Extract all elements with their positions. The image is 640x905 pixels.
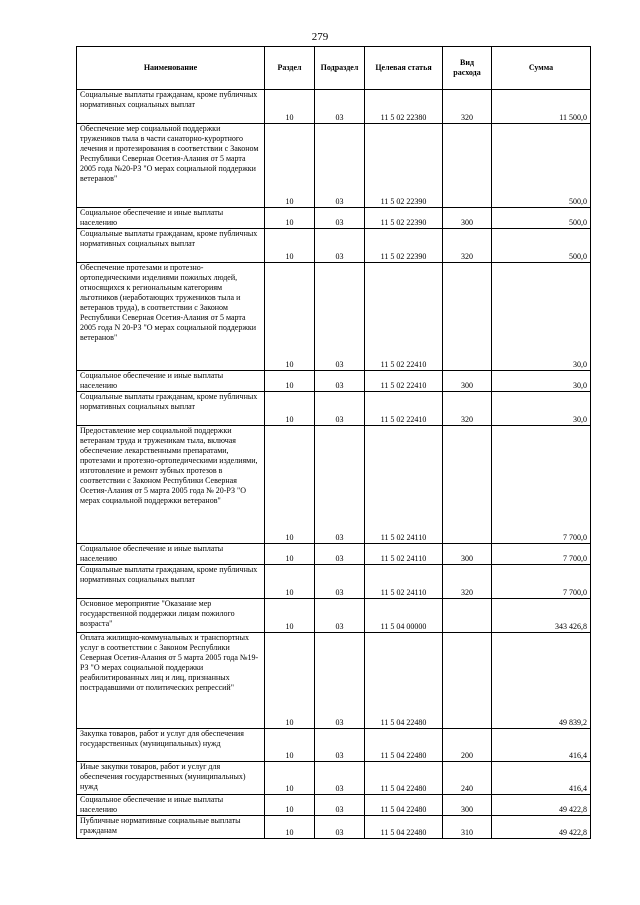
cell-section: 10 bbox=[265, 208, 315, 229]
cell-target: 11 5 02 22410 bbox=[365, 263, 443, 371]
cell-subsection: 03 bbox=[315, 90, 365, 124]
cell-expense-type bbox=[443, 633, 492, 729]
cell-expense-type: 200 bbox=[443, 729, 492, 762]
cell-target: 11 5 04 22480 bbox=[365, 633, 443, 729]
cell-expense-type: 300 bbox=[443, 371, 492, 392]
cell-target: 11 5 04 22480 bbox=[365, 795, 443, 816]
cell-expense-type bbox=[443, 599, 492, 633]
cell-target: 11 5 04 22480 bbox=[365, 816, 443, 839]
cell-amount: 49 422,8 bbox=[492, 816, 591, 839]
table-body bbox=[77, 90, 591, 839]
cell-subsection: 03 bbox=[315, 544, 365, 565]
cell-amount: 11 500,0 bbox=[492, 90, 591, 124]
cell-amount: 500,0 bbox=[492, 124, 591, 208]
cell-name: Социальное обеспечение и иные выплаты населению bbox=[77, 795, 265, 816]
cell-subsection: 03 bbox=[315, 565, 365, 599]
header-amount: Сумма bbox=[492, 47, 591, 90]
cell-subsection: 03 bbox=[315, 263, 365, 371]
cell-subsection: 03 bbox=[315, 392, 365, 426]
cell-section: 10 bbox=[265, 426, 315, 544]
cell-amount: 49 422,8 bbox=[492, 795, 591, 816]
header-target: Целевая статья bbox=[365, 47, 443, 90]
cell-amount: 343 426,8 bbox=[492, 599, 591, 633]
cell-amount: 49 839,2 bbox=[492, 633, 591, 729]
cell-section: 10 bbox=[265, 729, 315, 762]
cell-expense-type bbox=[443, 263, 492, 371]
cell-expense-type: 320 bbox=[443, 565, 492, 599]
cell-subsection: 03 bbox=[315, 124, 365, 208]
cell-name: Социальное обеспечение и иные выплаты населению bbox=[77, 544, 265, 565]
cell-subsection: 03 bbox=[315, 426, 365, 544]
page-number: 279 bbox=[311, 31, 329, 43]
cell-target: 11 5 02 22390 bbox=[365, 124, 443, 208]
cell-expense-type: 300 bbox=[443, 795, 492, 816]
header-name: Наименование bbox=[77, 47, 265, 90]
cell-subsection: 03 bbox=[315, 208, 365, 229]
table-row bbox=[77, 371, 591, 392]
cell-name: Социальные выплаты гражданам, кроме публичных нормативных социальных выплат bbox=[77, 229, 265, 263]
cell-amount: 500,0 bbox=[492, 229, 591, 263]
header-section: Раздел bbox=[265, 47, 315, 90]
cell-amount: 416,4 bbox=[492, 729, 591, 762]
table-row bbox=[77, 816, 591, 839]
table-row bbox=[77, 208, 591, 229]
cell-amount: 416,4 bbox=[492, 762, 591, 795]
cell-subsection: 03 bbox=[315, 229, 365, 263]
cell-section: 10 bbox=[265, 762, 315, 795]
cell-target: 11 5 04 22480 bbox=[365, 762, 443, 795]
cell-name: Обеспечение протезами и протезно-ортопедическими изделиями пожилых людей, относящихся к региональным категориям льготников (неработающих тружеников тыла и ветеранов труда), в соответствии с Законом Республики Северная Осетия-Алания от 5 марта 2005 года N 20-РЗ "О мерах социальной поддержки ветеранов" bbox=[77, 263, 265, 371]
cell-section: 10 bbox=[265, 229, 315, 263]
table-row bbox=[77, 565, 591, 599]
cell-section: 10 bbox=[265, 90, 315, 124]
cell-amount: 30,0 bbox=[492, 392, 591, 426]
table-row bbox=[77, 599, 591, 633]
cell-amount: 30,0 bbox=[492, 263, 591, 371]
cell-name: Социальные выплаты гражданам, кроме публичных нормативных социальных выплат bbox=[77, 392, 265, 426]
header-subsection: Подраздел bbox=[315, 47, 365, 90]
cell-expense-type: 300 bbox=[443, 544, 492, 565]
cell-section: 10 bbox=[265, 565, 315, 599]
cell-target: 11 5 04 22480 bbox=[365, 729, 443, 762]
cell-section: 10 bbox=[265, 124, 315, 208]
cell-section: 10 bbox=[265, 816, 315, 839]
cell-subsection: 03 bbox=[315, 816, 365, 839]
cell-target: 11 5 02 22380 bbox=[365, 90, 443, 124]
cell-expense-type: 320 bbox=[443, 229, 492, 263]
cell-name: Социальные выплаты гражданам, кроме публичных нормативных социальных выплат bbox=[77, 90, 265, 124]
table-row bbox=[77, 229, 591, 263]
table-row bbox=[77, 426, 591, 544]
table-row bbox=[77, 729, 591, 762]
cell-subsection: 03 bbox=[315, 762, 365, 795]
cell-section: 10 bbox=[265, 392, 315, 426]
table-header-row bbox=[77, 47, 591, 90]
table-row bbox=[77, 762, 591, 795]
cell-section: 10 bbox=[265, 371, 315, 392]
cell-name: Оплата жилищно-коммунальных и транспортных услуг в соответствии с Законом Республики Северная Осетия-Алания от 5 марта 2005 года №19-РЗ "О мерах социальной поддержки реабилитированных лиц и лиц, признанных пострадавшими от политических репрессий" bbox=[77, 633, 265, 729]
cell-name: Социальное обеспечение и иные выплаты населению bbox=[77, 208, 265, 229]
cell-expense-type: 240 bbox=[443, 762, 492, 795]
cell-amount: 7 700,0 bbox=[492, 544, 591, 565]
cell-subsection: 03 bbox=[315, 633, 365, 729]
cell-name: Публичные нормативные социальные выплаты гражданам bbox=[77, 816, 265, 839]
cell-amount: 7 700,0 bbox=[492, 565, 591, 599]
table-row bbox=[77, 90, 591, 124]
cell-target: 11 5 02 22410 bbox=[365, 392, 443, 426]
cell-name: Предоставление мер социальной поддержки ветеранам труда и труженикам тыла, включая обеспечение лекарственными препаратами, протезами и протезно-ортопедическими изделиями, изготовление и ремонт зубных протезов в соответствии с Законом Республики Северная Осетия-Алания от 5 марта 2005 года № 20-РЗ "О мерах социальной поддержки ветеранов" bbox=[77, 426, 265, 544]
cell-section: 10 bbox=[265, 795, 315, 816]
table-row bbox=[77, 795, 591, 816]
cell-amount: 7 700,0 bbox=[492, 426, 591, 544]
cell-target: 11 5 02 24110 bbox=[365, 544, 443, 565]
cell-expense-type: 310 bbox=[443, 816, 492, 839]
cell-section: 10 bbox=[265, 263, 315, 371]
cell-target: 11 5 02 22410 bbox=[365, 371, 443, 392]
cell-expense-type: 320 bbox=[443, 90, 492, 124]
cell-name: Социальное обеспечение и иные выплаты населению bbox=[77, 371, 265, 392]
cell-expense-type bbox=[443, 426, 492, 544]
cell-subsection: 03 bbox=[315, 371, 365, 392]
cell-section: 10 bbox=[265, 633, 315, 729]
table-row bbox=[77, 124, 591, 208]
header-expense-type: Вид расхода bbox=[443, 47, 492, 90]
cell-name: Закупка товаров, работ и услуг для обеспечения государственных (муниципальных) нужд bbox=[77, 729, 265, 762]
cell-target: 11 5 04 00000 bbox=[365, 599, 443, 633]
cell-expense-type bbox=[443, 124, 492, 208]
table-row bbox=[77, 392, 591, 426]
cell-section: 10 bbox=[265, 599, 315, 633]
cell-target: 11 5 02 22390 bbox=[365, 229, 443, 263]
table-row bbox=[77, 633, 591, 729]
cell-subsection: 03 bbox=[315, 599, 365, 633]
cell-name: Обеспечение мер социальной поддержки тружеников тыла в части санаторно-курортного лечения и протезирования в соответствии с Законом Республики Северная Осетия-Алания от 5 марта 2005 года №20-РЗ "О мерах социальной поддержки ветеранов" bbox=[77, 124, 265, 208]
cell-section: 10 bbox=[265, 544, 315, 565]
cell-subsection: 03 bbox=[315, 795, 365, 816]
cell-expense-type: 300 bbox=[443, 208, 492, 229]
cell-name: Иные закупки товаров, работ и услуг для обеспечения государственных (муниципальных) нужд bbox=[77, 762, 265, 795]
cell-subsection: 03 bbox=[315, 729, 365, 762]
cell-name: Социальные выплаты гражданам, кроме публичных нормативных социальных выплат bbox=[77, 565, 265, 599]
table-row bbox=[77, 544, 591, 565]
table-row bbox=[77, 263, 591, 371]
cell-expense-type: 320 bbox=[443, 392, 492, 426]
budget-table bbox=[76, 46, 591, 839]
cell-target: 11 5 02 24110 bbox=[365, 565, 443, 599]
cell-target: 11 5 02 24110 bbox=[365, 426, 443, 544]
cell-amount: 500,0 bbox=[492, 208, 591, 229]
cell-name: Основное мероприятие "Оказание мер государственной поддержки лицам пожилого возраста" bbox=[77, 599, 265, 633]
cell-target: 11 5 02 22390 bbox=[365, 208, 443, 229]
cell-amount: 30,0 bbox=[492, 371, 591, 392]
